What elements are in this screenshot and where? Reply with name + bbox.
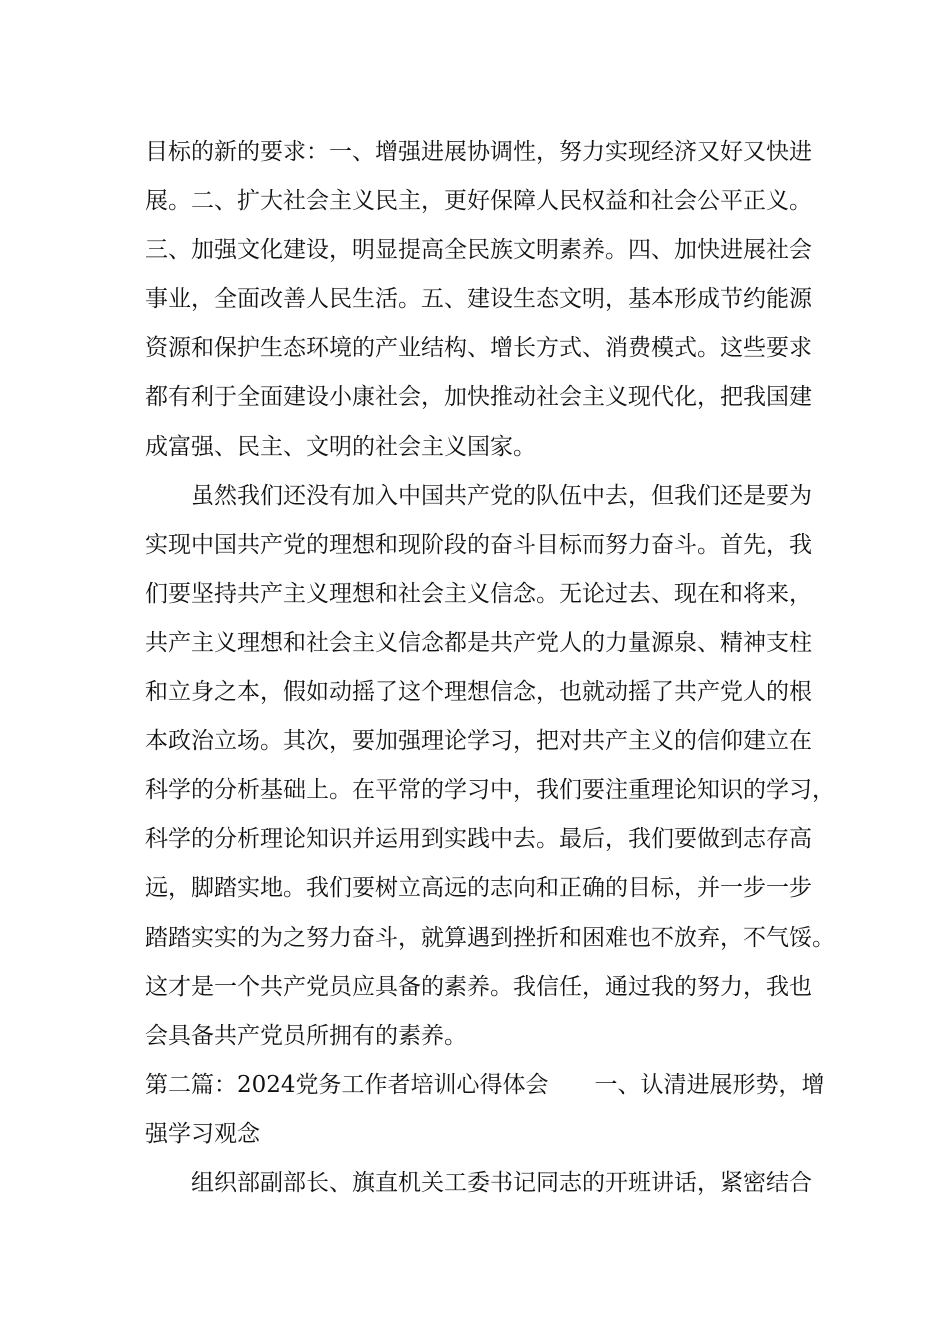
- text-line: 实现中国共产党的理想和现阶段的奋斗目标而努力奋斗。首先，我: [145, 531, 812, 558]
- text-line: 们要坚持共产主义理想和社会主义信念。无论过去、现在和将来，: [145, 580, 812, 607]
- section-heading-line: 第二篇：2024党务工作者培训心得体会 一、认清进展形势，增: [145, 1071, 825, 1098]
- text-line: 三、加强文化建设，明显提高全民族文明素养。四、加快进展社会: [145, 237, 812, 264]
- paragraph-start-line: 虽然我们还没有加入中国共产党的队伍中去，但我们还是要为: [191, 482, 812, 509]
- text-line: 事业，全面改善人民生活。五、建设生态文明，基本形成节约能源: [145, 286, 812, 313]
- text-line: 远，脚踏实地。我们要树立高远的志向和正确的目标，并一步一步: [145, 875, 812, 902]
- text-line: 目标的新的要求：一、增强进展协调性，努力实现经济又好又快进: [145, 139, 812, 165]
- text-line: 共产主义理想和社会主义信念都是共产党人的力量源泉、精神支柱: [145, 629, 812, 656]
- section-heading-line: 强学习观念: [145, 1120, 260, 1147]
- text-line: 踏踏实实的为之努力奋斗，就算遇到挫折和困难也不放弃，不气馁。: [145, 924, 835, 951]
- text-line: 资源和保护生态环境的产业结构、增长方式、消费模式。这些要求: [145, 335, 812, 362]
- text-line: 科学的分析基础上。在平常的学习中，我们要注重理论知识的学习，: [145, 777, 835, 804]
- text-line: 本政治立场。其次，要加强理论学习，把对共产主义的信仰建立在: [145, 728, 812, 755]
- text-line: 这才是一个共产党员应具备的素养。我信任，通过我的努力，我也: [145, 973, 812, 1000]
- paragraph-start-line: 组织部副部长、旗直机关工委书记同志的开班讲话，紧密结合: [191, 1169, 812, 1196]
- text-line: 和立身之本，假如动摇了这个理想信念，也就动摇了共产党人的根: [145, 679, 812, 706]
- document-body: [145, 128, 835, 1208]
- text-line: 会具备共产党员所拥有的素养。: [145, 1022, 467, 1049]
- text-line: 都有利于全面建设小康社会，加快推动社会主义现代化，把我国建: [145, 384, 812, 411]
- text-line: 科学的分析理论知识并运用到实践中去。最后，我们要做到志存高: [145, 826, 812, 853]
- text-line: 展。二、扩大社会主义民主，更好保障人民权益和社会公平正义。: [145, 188, 812, 215]
- text-line: 成富强、民主、文明的社会主义国家。: [145, 433, 536, 460]
